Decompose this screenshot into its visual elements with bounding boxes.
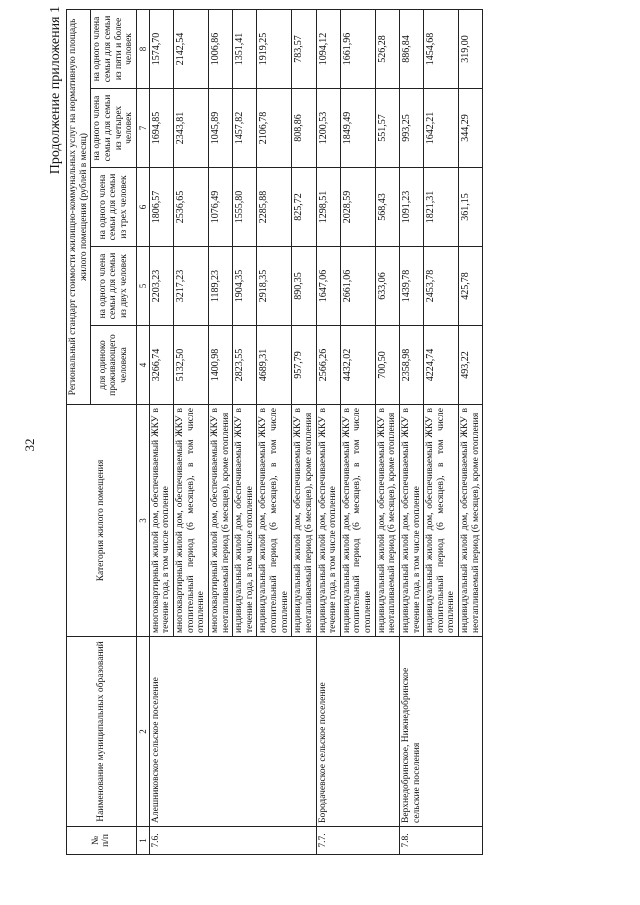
cost-value: 1189,23 [208,247,232,326]
header-index-5: 5 [136,247,149,326]
housing-category: индивидуальный жилой дом, обеспечиваемый ЖКУ в отопительный период (6 месяцев), в том числе отопление [257,405,292,637]
cost-value: 1821,31 [424,168,459,247]
header-subcol-5: на одного члена семьи для семьи из пяти и более человек [91,9,137,88]
cost-value: 319,00 [459,9,483,88]
header-no: № п/п [67,827,137,855]
cost-value: 568,43 [375,168,399,247]
municipality-name: Алешниковское сельское поселение [149,637,316,827]
cost-value: 808,86 [292,89,316,168]
cost-value: 1661,96 [340,9,375,88]
housing-category: многоквартирный жилой дом, обеспечиваемый ЖКУ в течение года, в том числе отопление [149,405,173,637]
cost-value: 1574,70 [149,9,173,88]
table-body [149,9,483,854]
header-subcol-2: на одного члена семьи для семьи из двух человек [91,247,137,326]
cost-value: 633,06 [375,247,399,326]
cost-value: 2661,06 [340,247,375,326]
cost-value: 3217,23 [174,247,209,326]
header-standard-group: Региональный стандарт стоимости жилищно-коммунальных услуг на нормативную площадь жилого помещения (рублей в месяц) [67,9,91,404]
housing-category: многоквартирный жилой дом, обеспечиваемый ЖКУ в отопительный период (6 месяцев), в том числе отопление [174,405,209,637]
header-subcol-4: на одного члена семьи для семьи из четырех человек [91,89,137,168]
cost-value: 890,35 [292,247,316,326]
cost-value: 2566,26 [316,326,340,405]
cost-value: 886,84 [399,9,423,88]
cost-value: 1439,78 [399,247,423,326]
cost-value: 2453,78 [424,247,459,326]
header-index-1: 1 [136,827,149,855]
housing-category: индивидуальный жилой дом, обеспечиваемый ЖКУ в течение года, в том числе отопление [316,405,340,637]
header-subcol-3: на одного члена семьи для семьи из трех человек [91,168,137,247]
cost-value: 1806,57 [149,168,173,247]
cost-value: 957,79 [292,326,316,405]
cost-value: 551,57 [375,89,399,168]
cost-value: 1351,41 [233,9,257,88]
header-index-3: 3 [136,405,149,637]
housing-category: индивидуальный жилой дом, обеспечиваемый ЖКУ в отопительный период (6 месяцев), в том числе отопление [340,405,375,637]
appendix-continuation: Продолжение приложения 1 [48,6,63,175]
cost-value: 1647,06 [316,247,340,326]
header-index-2: 2 [136,637,149,827]
housing-cost-table [66,9,483,855]
cost-value: 425,78 [459,247,483,326]
housing-category: многоквартирный жилой дом, обеспечиваемый ЖКУ в неотапливаемый период (6 месяцев), кроме отопления [208,405,232,637]
cost-value: 1091,23 [399,168,423,247]
cost-value: 2358,98 [399,326,423,405]
cost-value: 1045,89 [208,89,232,168]
cost-value: 2106,78 [257,89,292,168]
header-category: Категория жилого помещения [67,405,137,637]
cost-value: 2918,35 [257,247,292,326]
housing-category: индивидуальный жилой дом, обеспечиваемый ЖКУ в отопительный период (6 месяцев), в том числе отопление [424,405,459,637]
cost-value: 344,29 [459,89,483,168]
housing-category: индивидуальный жилой дом, обеспечиваемый ЖКУ в течение года, в том числе отопление [233,405,257,637]
cost-value: 1849,49 [340,89,375,168]
row-number: 7.6. [149,827,316,855]
cost-value: 1904,35 [233,247,257,326]
cost-value: 1457,82 [233,89,257,168]
header-municipality: Наименование муниципальных образований [67,637,137,827]
cost-value: 1454,68 [424,9,459,88]
header-index-8: 8 [136,9,149,88]
cost-value: 825,72 [292,168,316,247]
cost-value: 2203,23 [149,247,173,326]
cost-value: 361,15 [459,168,483,247]
table-row [316,9,340,854]
header-subcol-1: для одиноко проживающего человека [91,326,137,405]
cost-value: 1555,80 [233,168,257,247]
municipality-name: Бородачевское сельское поселение [316,637,399,827]
cost-value: 4689,31 [257,326,292,405]
housing-category: индивидуальный жилой дом, обеспечиваемый ЖКУ в неотапливаемый период (6 месяцев), кроме отопления [292,405,316,637]
cost-value: 700,50 [375,326,399,405]
header-index-row [136,9,149,854]
header-row-1 [67,9,91,854]
table-row [149,9,173,854]
table-row [399,9,423,854]
cost-value: 1200,53 [316,89,340,168]
cost-value: 2285,88 [257,168,292,247]
municipality-name: Верхнедобринское, Нижнедобринское сельские поселения [399,637,482,827]
cost-value: 993,25 [399,89,423,168]
cost-value: 526,28 [375,9,399,88]
cost-value: 1919,25 [257,9,292,88]
cost-value: 1094,12 [316,9,340,88]
cost-value: 4432,02 [340,326,375,405]
row-number: 7.7. [316,827,399,855]
cost-value: 2028,59 [340,168,375,247]
header-index-4: 4 [136,326,149,405]
housing-category: индивидуальный жилой дом, обеспечиваемый ЖКУ в неотапливаемый период (6 месяцев), кроме отопления [375,405,399,637]
cost-value: 1642,21 [424,89,459,168]
header-index-6: 6 [136,168,149,247]
cost-value: 1694,85 [149,89,173,168]
cost-value: 2142,54 [174,9,209,88]
cost-value: 2536,65 [174,168,209,247]
cost-value: 1298,51 [316,168,340,247]
cost-value: 5132,50 [174,326,209,405]
cost-value: 2823,55 [233,326,257,405]
cost-value: 493,22 [459,326,483,405]
cost-value: 1400,98 [208,326,232,405]
cost-value: 1006,86 [208,9,232,88]
housing-category: индивидуальный жилой дом, обеспечиваемый ЖКУ в неотапливаемый период (6 месяцев), кроме отопления [459,405,483,637]
cost-value: 783,57 [292,9,316,88]
row-number: 7.8. [399,827,482,855]
housing-category: индивидуальный жилой дом, обеспечиваемый ЖКУ в течение года, в том числе отопление [399,405,423,637]
cost-value: 4224,74 [424,326,459,405]
cost-value: 2343,81 [174,89,209,168]
page-number: 32 [22,438,37,452]
header-index-7: 7 [136,89,149,168]
cost-value: 1076,49 [208,168,232,247]
cost-value: 3266,74 [149,326,173,405]
